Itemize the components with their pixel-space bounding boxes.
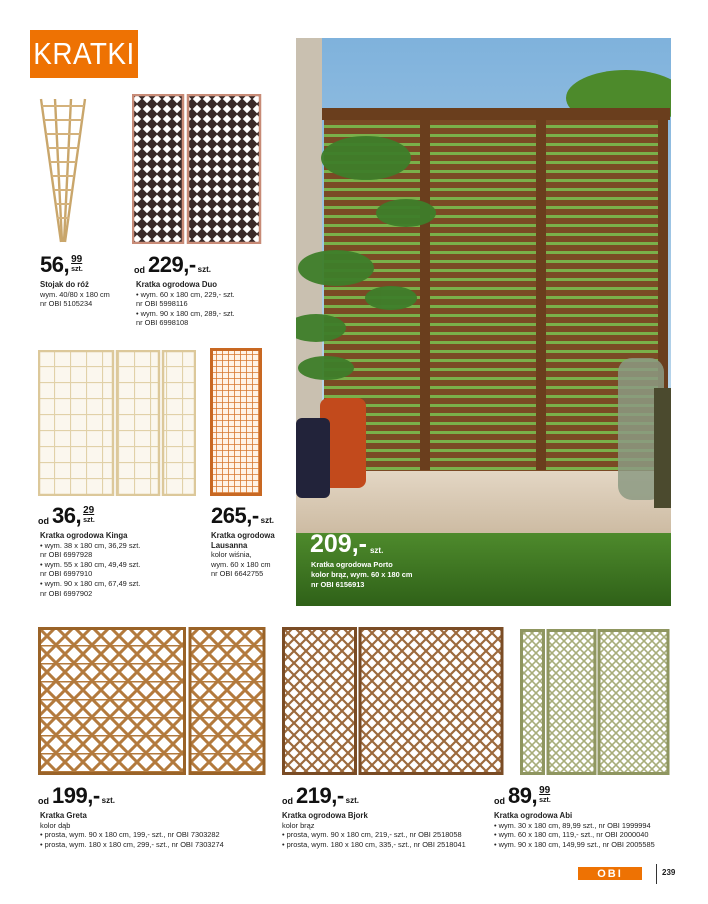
product-name: Stojak do róż: [40, 280, 89, 289]
product-name: Kratka ogrodowa: [211, 531, 275, 540]
product-detail: • prosta, wym. 180 x 180 cm, 299,- szt., nr OBI 7303274: [40, 839, 224, 849]
price-main: 229,-: [148, 252, 196, 277]
price-prefix: od: [134, 265, 145, 275]
abi-price: [494, 785, 551, 807]
product-detail: nr OBI 6156913: [311, 580, 365, 589]
product-detail: nr OBI 6998108: [136, 318, 189, 328]
rose-stand-image: [38, 96, 88, 244]
product-detail: wym. 60 x 180 cm: [211, 559, 271, 569]
product-detail: wym. 40/80 x 180 cm: [40, 289, 110, 299]
product-name: Kratka ogrodowa Duo: [136, 280, 218, 289]
product-detail: • prosta, wym. 90 x 180 cm, 219,- szt., nr OBI 2518058: [282, 830, 462, 840]
rose-stand-info: [40, 280, 110, 309]
product-detail: • prosta, wym. 180 x 180 cm, 335,- szt., nr OBI 2518041: [282, 839, 466, 849]
rose-stand-price: [40, 254, 83, 276]
lausanna-trellis-image: [210, 348, 262, 496]
kinga-info: [40, 531, 140, 598]
price-unit: szt.: [101, 796, 115, 805]
greta-trellis-image: [38, 627, 266, 775]
kinga-trellis-image: [38, 350, 196, 496]
product-name: Kratka ogrodowa Kinga: [40, 531, 128, 540]
abi-info: [494, 811, 655, 849]
product-detail: • wym. 60 x 180 cm, 229,- szt.: [136, 289, 235, 299]
porto-price: [310, 532, 383, 557]
product-detail: kolor wiśnia,: [211, 550, 252, 560]
price-main: 265,-: [211, 503, 259, 528]
price-main: 89,: [508, 783, 538, 808]
product-detail: • wym. 90 x 180 cm, 67,49 szt.: [40, 578, 141, 588]
bjork-price: [282, 785, 359, 807]
product-name: Kratka Greta: [40, 811, 87, 820]
price-cents: 99: [71, 254, 83, 265]
page-number: 239: [662, 868, 676, 877]
product-detail: • prosta, wym. 90 x 180 cm, 199,- szt., nr OBI 7303282: [40, 830, 220, 840]
product-detail: nr OBI 5105234: [40, 299, 93, 309]
product-detail: • wym. 55 x 180 cm, 49,49 szt.: [40, 559, 141, 569]
abi-trellis-image: [520, 629, 670, 775]
greta-price: [38, 785, 115, 807]
price-unit: szt.: [197, 265, 211, 274]
greta-info: [40, 811, 224, 849]
price-main: 56,: [40, 252, 70, 277]
product-detail: kolor dąb: [40, 820, 71, 830]
price-cents: 29: [83, 505, 95, 516]
price-main: 209,-: [310, 530, 367, 558]
product-detail: nr OBI 6997902: [40, 588, 93, 598]
price-prefix: od: [38, 516, 49, 526]
product-name: Lausanna: [211, 540, 248, 550]
product-detail: kolor brąz: [282, 820, 315, 830]
section-title: KRATKI: [33, 36, 135, 71]
bjork-trellis-image: [282, 627, 504, 775]
price-cents: 99: [539, 785, 551, 796]
price-unit: szt.: [539, 797, 551, 804]
bjork-info: [282, 811, 466, 849]
duo-trellis-image: [132, 94, 262, 244]
price-main: 219,-: [296, 783, 344, 808]
price-main: 199,-: [52, 783, 100, 808]
product-detail: • wym. 38 x 180 cm, 36,29 szt.: [40, 540, 141, 550]
product-detail: kolor brąz, wym. 60 x 180 cm: [311, 570, 413, 579]
obi-logo: [578, 867, 642, 880]
price-prefix: od: [282, 796, 293, 806]
lausanna-price: [211, 505, 274, 527]
lausanna-info: [211, 531, 275, 579]
kinga-price: [38, 505, 95, 527]
price-main: 36,: [52, 503, 82, 528]
product-name: Kratka ogrodowa Porto: [311, 560, 393, 569]
product-name: Kratka ogrodowa Bjork: [282, 811, 368, 820]
product-detail: • wym. 60 x 180 cm, 119,- szt., nr OBI 2000040: [494, 830, 649, 840]
product-detail: nr OBI 6642755: [211, 569, 264, 579]
product-detail: • wym. 90 x 180 cm, 289,- szt.: [136, 308, 235, 318]
price-unit: szt.: [345, 796, 359, 805]
porto-garden-photo: [296, 38, 671, 606]
porto-info: [311, 560, 412, 590]
page-separator: [656, 864, 657, 884]
product-detail: • wym. 90 x 180 cm, 149,99 szt., nr OBI 2005585: [494, 839, 655, 849]
product-detail: nr OBI 5998116: [136, 299, 188, 309]
price-unit: szt.: [83, 517, 95, 524]
section-title-badge: [30, 30, 138, 78]
duo-info: [136, 280, 235, 328]
product-detail: nr OBI 6997910: [40, 569, 93, 579]
product-detail: • wym. 30 x 180 cm, 89,99 szt., nr OBI 1999994: [494, 820, 651, 830]
duo-price: [134, 254, 211, 276]
price-unit: szt.: [71, 266, 83, 273]
logo-text: OBI: [597, 867, 623, 880]
price-prefix: od: [494, 796, 505, 806]
price-prefix: od: [38, 796, 49, 806]
price-unit: szt.: [260, 516, 274, 525]
price-unit: szt.: [369, 546, 384, 555]
product-name: Kratka ogrodowa Abi: [494, 811, 573, 820]
product-detail: nr OBI 6997928: [40, 550, 93, 560]
